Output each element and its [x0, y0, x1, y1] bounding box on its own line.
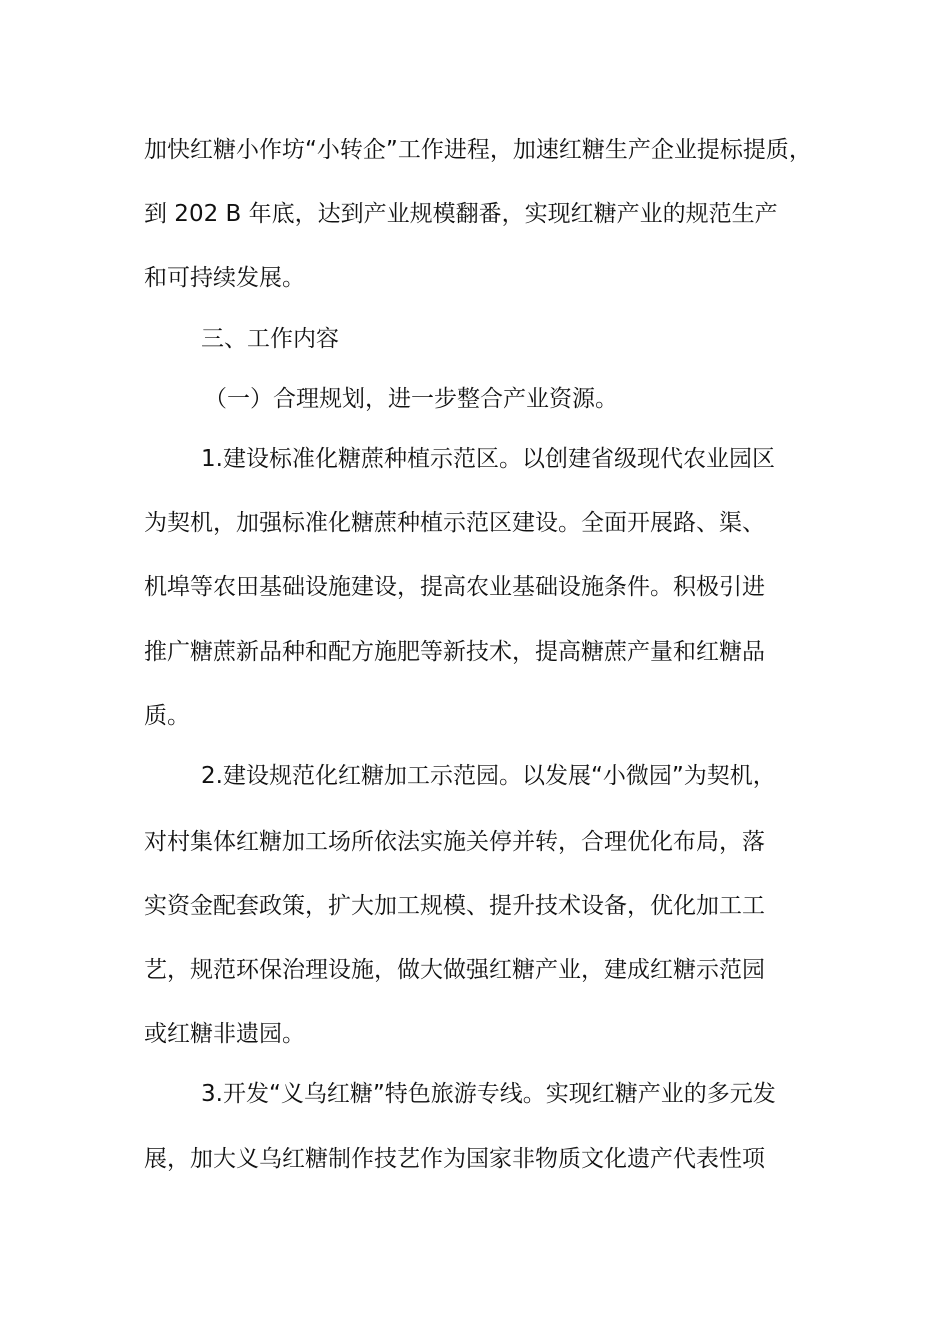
- item-1-line-1: 1.建设标准化糖蔗种植示范区。以创建省级现代农业园区: [201, 446, 775, 472]
- subsection-heading-1: （一）合理规划，进一步整合产业资源。: [204, 386, 618, 412]
- item-1-line-3: 机埠等农田基础设施建设，提高农业基础设施条件。积极引进: [144, 574, 765, 600]
- item-2-line-4: 艺，规范环保治理设施，做大做强红糖产业，建成红糖示范园: [144, 957, 765, 983]
- item-1-line-4: 推广糖蔗新品种和配方施肥等新技术，提高糖蔗产量和红糖品: [144, 639, 765, 665]
- item-1-line-2: 为契机，加强标准化糖蔗种植示范区建设。全面开展路、渠、: [144, 510, 765, 536]
- item-3-line-1: 3.开发“义乌红糖”特色旅游专线。实现红糖产业的多元发: [201, 1081, 776, 1107]
- item-2-line-2: 对村集体红糖加工场所依法实施关停并转，合理优化布局，落: [144, 829, 765, 855]
- item-2-line-1: 2.建设规范化红糖加工示范园。以发展“小微园”为契机，: [201, 763, 776, 789]
- item-3-line-2: 展，加大义乌红糖制作技艺作为国家非物质文化遗产代表性项: [144, 1146, 765, 1172]
- paragraph-line-1: 加快红糖小作坊“小转企”工作进程，加速红糖生产企业提标提质，: [144, 137, 812, 163]
- item-2-line-5: 或红糖非遗园。: [144, 1021, 305, 1047]
- paragraph-line-3: 和可持续发展。: [144, 265, 305, 291]
- item-2-line-3: 实资金配套政策，扩大加工规模、提升技术设备，优化加工工: [144, 893, 765, 919]
- section-heading-work-content: 三、工作内容: [201, 326, 339, 352]
- paragraph-line-2: 到 202 B 年底，达到产业规模翻番，实现红糖产业的规范生产: [144, 201, 778, 227]
- item-1-line-5: 质。: [144, 703, 190, 729]
